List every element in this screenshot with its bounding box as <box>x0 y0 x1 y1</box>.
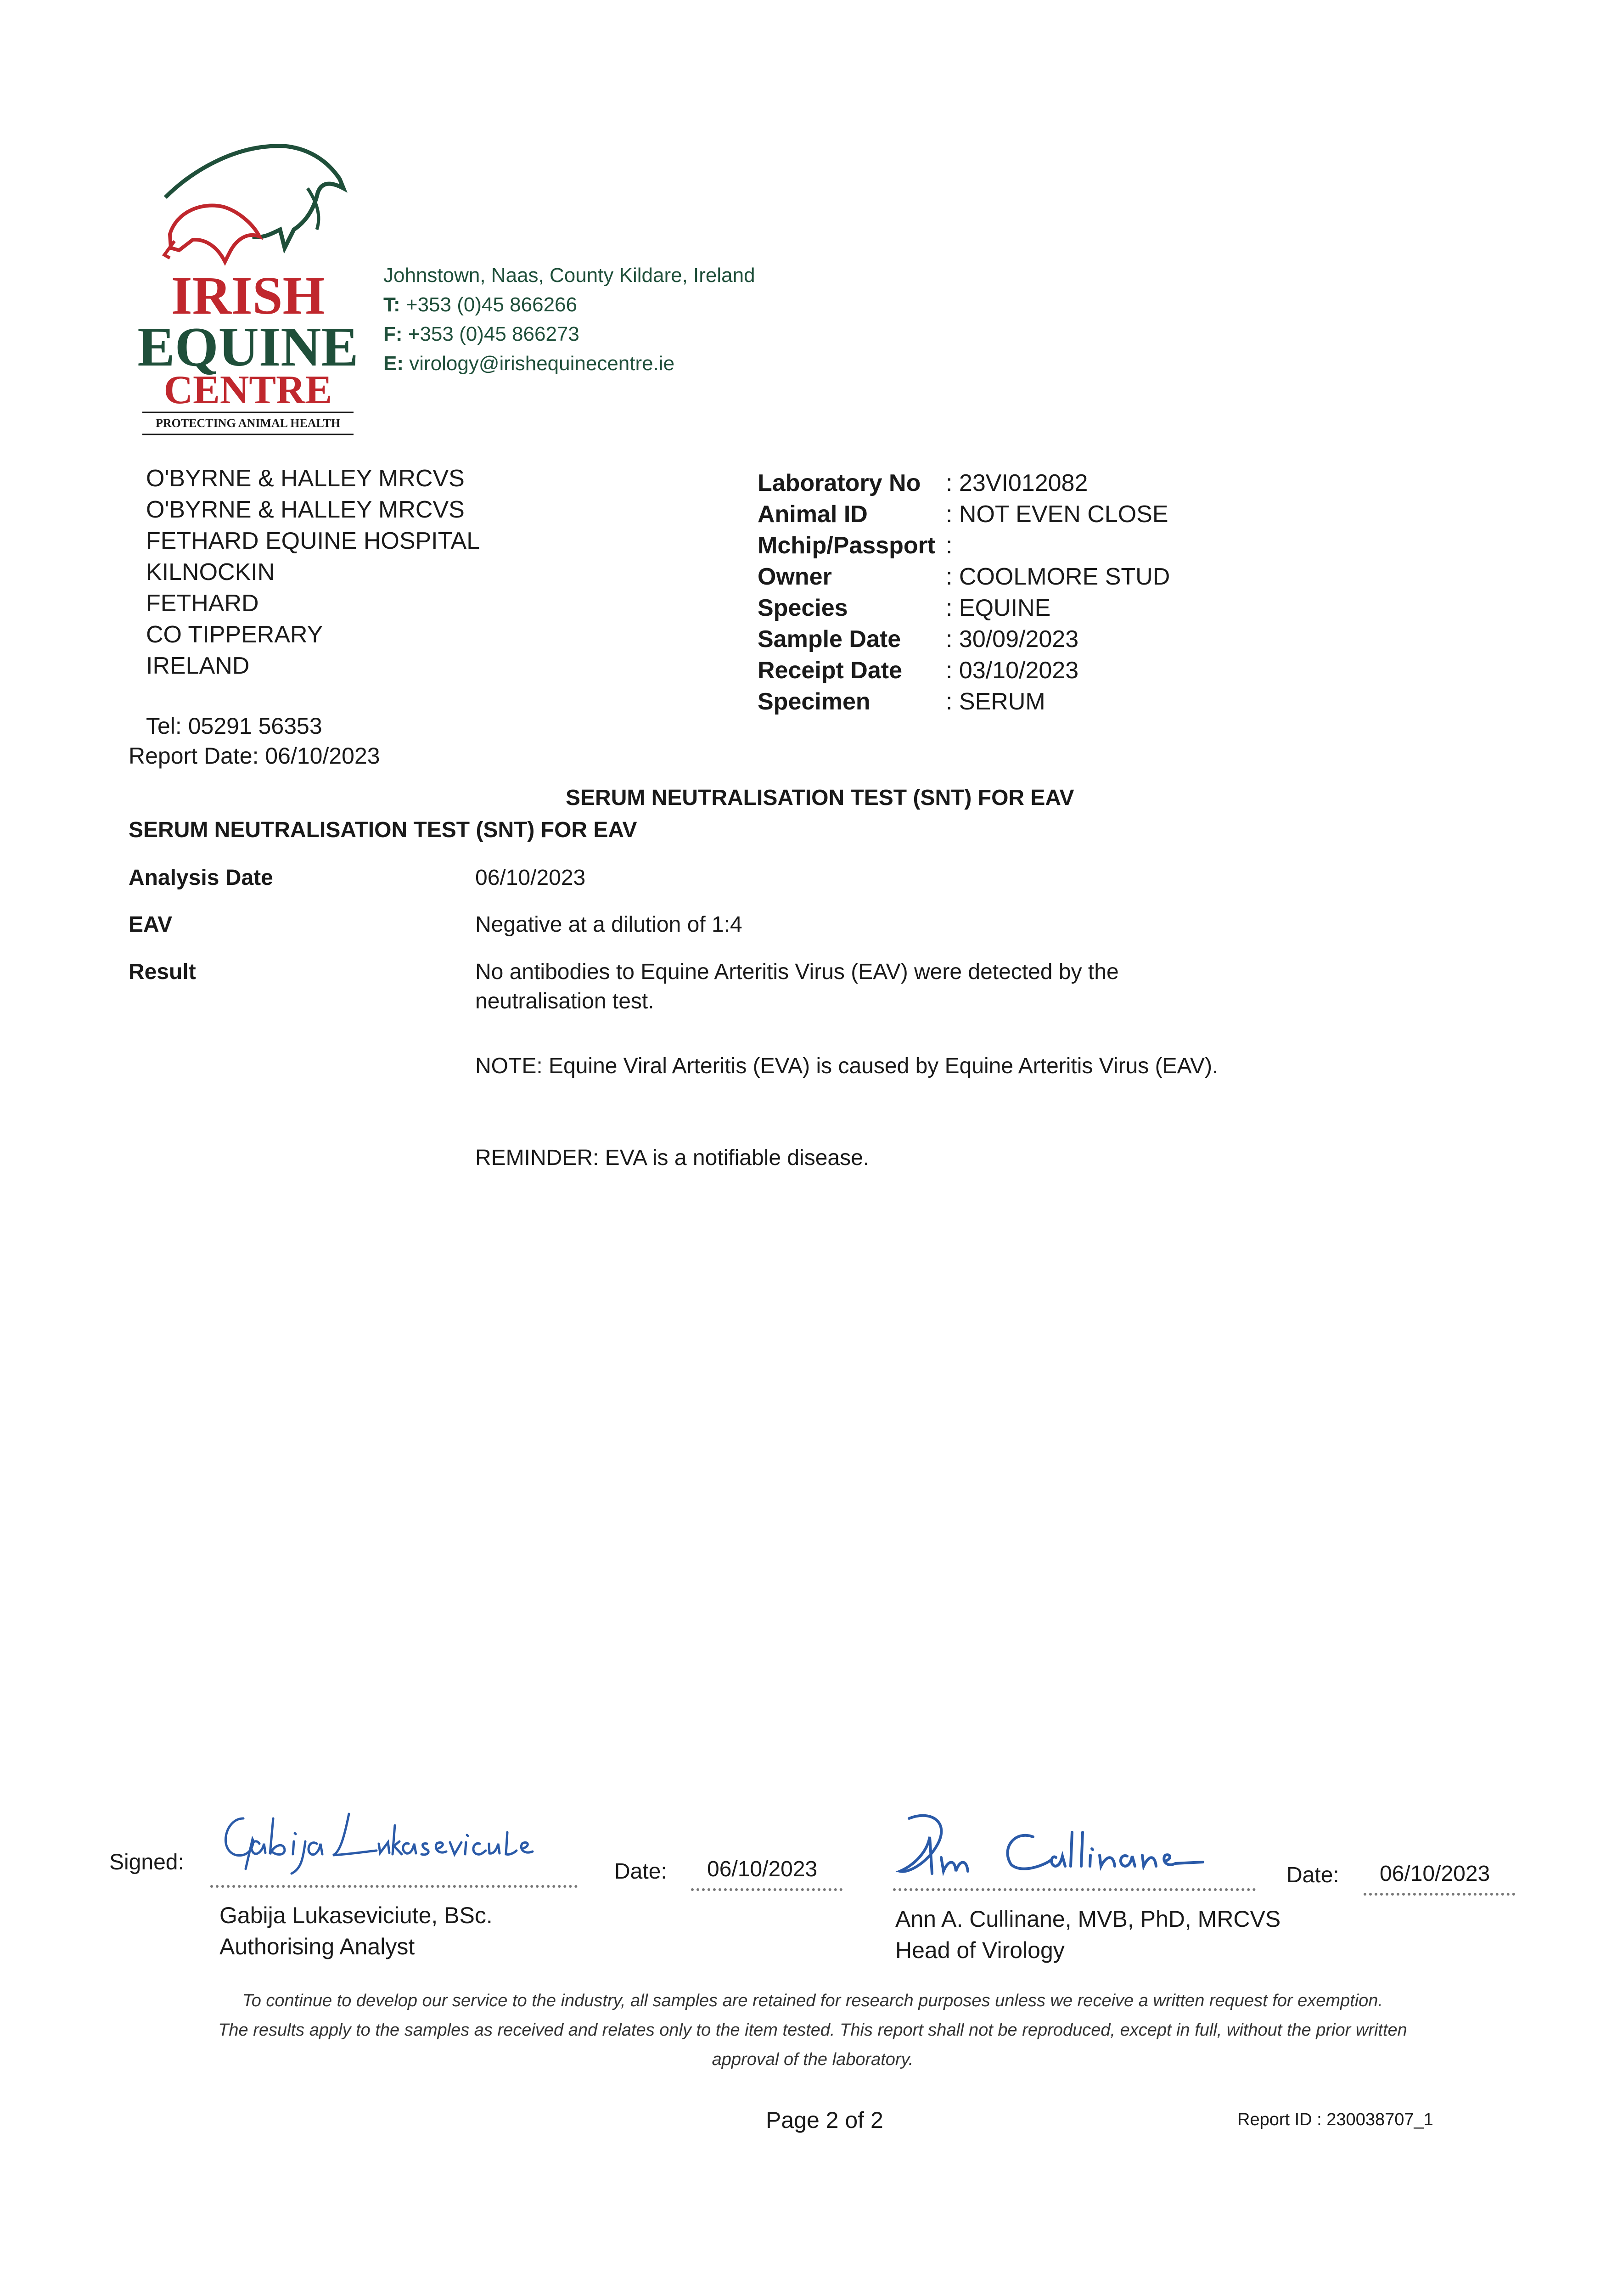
result-text: No antibodies to Equine Arteritis Virus (EAV) were detected by the neutralisation test. <box>475 960 1119 1013</box>
date-value-left: 06/10/2023 <box>707 1857 818 1881</box>
info-row-animal-id: Animal ID : NOT EVEN CLOSE <box>758 501 1168 528</box>
info-row-laboratory-no: Laboratory No : 23VI012082 <box>758 470 1088 496</box>
address-line: FETHARD EQUINE HOSPITAL <box>146 528 480 554</box>
logo-tagline: PROTECTING ANIMAL HEALTH <box>155 416 341 430</box>
analysis-date-value: 06/10/2023 <box>475 866 586 890</box>
contact-email: E: virology@irishequinecentre.ie <box>383 352 675 375</box>
signature-line-right <box>893 1888 1256 1891</box>
recipient-tel: Tel: 05291 56353 <box>146 713 322 739</box>
date-line-right <box>1364 1893 1515 1896</box>
disclaimer <box>193 1986 1432 2074</box>
result-reminder: REMINDER: EVA is a notifiable disease. <box>475 1146 870 1170</box>
results-section <box>129 863 1368 1185</box>
info-row-sample-date: Sample Date : 30/09/2023 <box>758 626 1079 653</box>
irish-equine-centre-logo <box>138 138 358 441</box>
result-label: Result <box>129 960 196 984</box>
info-row-receipt-date: Receipt Date : 03/10/2023 <box>758 657 1079 684</box>
sample-info-table <box>758 467 1170 717</box>
info-row-owner: Owner : COOLMORE STUD <box>758 563 1170 590</box>
signer-right <box>895 1903 1280 1966</box>
contact-address: Johnstown, Naas, County Kildare, Ireland <box>383 264 755 287</box>
disclaimer-reproduction: The results apply to the samples as received and relates only to the item tested. This report shall not be reproduced, except in full, without the prior written approval of the laboratory. <box>218 2020 1407 2069</box>
test-title-centered: SERUM NEUTRALISATION TEST (SNT) FOR EAV <box>566 786 1074 810</box>
signer-right-role: Head of Virology <box>895 1937 1065 1963</box>
horse-logo-icon <box>138 138 358 441</box>
report-id: Report ID : 230038707_1 <box>1237 2110 1433 2129</box>
signer-left-name: Gabija Lukaseviciute, BSc. <box>219 1902 493 1928</box>
logo-wordmark-centre: CENTRE <box>163 368 332 412</box>
eav-value: Negative at a dilution of 1:4 <box>475 912 742 937</box>
logo-wordmark-irish: IRISH <box>171 265 325 326</box>
date-value-right: 06/10/2023 <box>1380 1862 1490 1886</box>
page-number: Page 2 of 2 <box>766 2107 883 2133</box>
signer-left-role: Authorising Analyst <box>219 1934 415 1959</box>
signer-right-name: Ann A. Cullinane, MVB, PhD, MRCVS <box>895 1906 1281 1932</box>
address-line: FETHARD <box>146 590 259 617</box>
info-row-mchip-passport: Mchip/Passport : <box>758 532 953 559</box>
date-label-right: Date: <box>1286 1863 1339 1887</box>
signature-cullinane <box>891 1805 1240 1883</box>
signed-label: Signed: <box>109 1850 184 1874</box>
signer-left <box>219 1900 493 1962</box>
test-title: SERUM NEUTRALISATION TEST (SNT) FOR EAV <box>129 818 637 842</box>
signature-line-left <box>210 1885 578 1888</box>
info-row-species: Species : EQUINE <box>758 595 1051 621</box>
contact-fax: F: +353 (0)45 866273 <box>383 323 579 345</box>
date-line-left <box>691 1888 842 1891</box>
result-note: NOTE: Equine Viral Arteritis (EVA) is caused by Equine Arteritis Virus (EAV). <box>475 1054 1219 1078</box>
disclaimer-retention: To continue to develop our service to the industry, all samples are retained for research purposes unless we receive a written request for exemption. <box>242 1991 1383 2010</box>
contact-phone: T: +353 (0)45 866266 <box>383 293 577 316</box>
address-line: CO TIPPERARY <box>146 621 323 648</box>
recipient-address <box>146 463 480 681</box>
address-line: IRELAND <box>146 653 250 679</box>
contact-block <box>383 261 755 378</box>
address-line: KILNOCKIN <box>146 559 275 585</box>
address-line: O'BYRNE & HALLEY MRCVS <box>146 496 465 523</box>
signature-gabija <box>211 1800 542 1878</box>
analysis-date-label: Analysis Date <box>129 866 273 890</box>
eav-label: EAV <box>129 912 173 937</box>
date-label-left: Date: <box>614 1859 667 1884</box>
address-line: O'BYRNE & HALLEY MRCVS <box>146 465 465 492</box>
logo-wordmark-equine: EQUINE <box>138 316 358 378</box>
report-date: Report Date: 06/10/2023 <box>129 743 380 769</box>
info-row-specimen: Specimen : SERUM <box>758 688 1045 715</box>
